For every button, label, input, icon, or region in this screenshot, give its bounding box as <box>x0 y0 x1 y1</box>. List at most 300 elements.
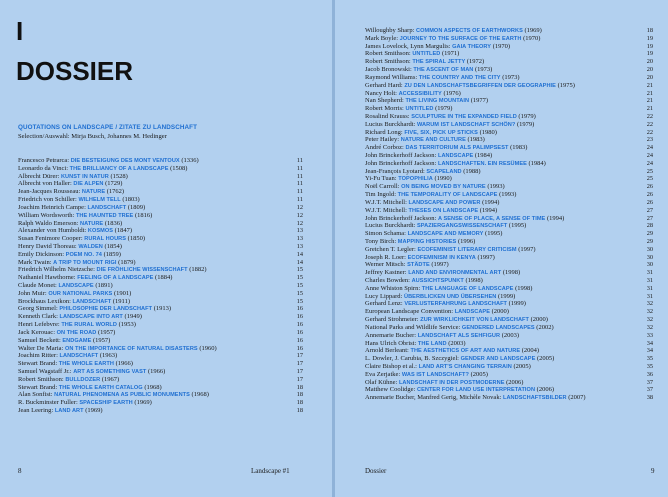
entry-year: (1803) <box>122 196 140 204</box>
toc-entry <box>18 274 303 282</box>
toc-entry <box>365 105 653 113</box>
toc-entry <box>365 215 653 223</box>
toc-entry <box>365 332 653 340</box>
entry-page-number: 31 <box>646 269 653 277</box>
entry-title: A TRIP TO MOUNT RIGI <box>53 259 117 266</box>
entry-year: (1969) <box>85 407 103 414</box>
entry-title: LAND ART <box>54 408 84 414</box>
entry-title: THE BRILLIANCY OF A LANDSCAPE <box>69 165 169 172</box>
toc-entry <box>365 230 653 238</box>
toc-entry <box>365 355 653 363</box>
entry-year: (1980) <box>479 128 497 136</box>
entry-year: (1970) <box>492 42 511 50</box>
toc-entry <box>365 121 653 129</box>
toc-entry <box>18 266 303 274</box>
entry-title: THE ASCENT OF MAN <box>413 67 474 74</box>
entry-title: OUR NATIONAL PARKS <box>48 290 113 297</box>
entry-author: Nancy Holt: <box>365 89 397 97</box>
entry-page-number: 30 <box>646 261 653 269</box>
entry-year: (1977) <box>470 97 489 105</box>
entry-page-number: 29 <box>646 237 653 245</box>
entry-title: LANDSCAPE AND MEMORY <box>407 231 484 238</box>
entry-author: Georg Simmel: <box>18 305 58 313</box>
entry-page-number: 31 <box>646 292 653 300</box>
entry-page-number: 19 <box>646 50 653 58</box>
entry-title: KUNST IN NATUR <box>60 173 109 180</box>
entry-page-number: 22 <box>646 120 653 128</box>
toc-entry <box>365 300 653 308</box>
toc-entry <box>365 175 653 183</box>
entry-page-number: 27 <box>646 214 653 222</box>
entry-author: Hans Ulrich Obrist: <box>365 339 417 347</box>
entry-title: THE LAND <box>417 340 447 347</box>
entry-year: (1882) <box>189 266 207 274</box>
entry-title: LANDSCHAFT IN DER POSTMODERNE <box>398 379 505 386</box>
entry-year: (1970) <box>523 34 541 42</box>
entry-page-number: 15 <box>296 282 303 289</box>
entry-title: ON BEING MOVED BY NATURE <box>401 184 486 191</box>
entry-page-number: 31 <box>646 277 653 284</box>
entry-title: GENDER AND LANDSCAPE <box>460 356 536 363</box>
toc-entry <box>18 329 303 337</box>
entry-page-number: 16 <box>296 336 303 344</box>
entry-page-number: 19 <box>646 34 653 42</box>
entry-page-number: 37 <box>646 378 653 386</box>
entry-year: (1997) <box>431 261 449 269</box>
entry-page-number: 12 <box>296 203 303 211</box>
toc-entry <box>18 399 303 407</box>
entry-year: (1836) <box>104 219 123 227</box>
entry-author: Kenneth Clark: <box>18 313 58 321</box>
entry-year: (1993) <box>499 191 517 199</box>
entry-page-number: 24 <box>646 144 653 152</box>
entry-title: NATURE <box>80 220 104 227</box>
entry-year: (1972) <box>466 58 485 66</box>
entry-page-number: 21 <box>646 105 653 113</box>
toc-entry <box>365 113 653 121</box>
entry-year: (1996) <box>457 237 476 245</box>
entry-year: (2000) <box>491 308 509 316</box>
entry-author: Samuel Wagstaff Jr.: <box>18 367 72 375</box>
entry-year: (1983) <box>510 144 528 152</box>
entry-author: Claude Monet: <box>18 282 57 289</box>
entry-author: Peter Hailey: <box>365 136 400 144</box>
toc-entry <box>18 157 303 165</box>
entry-author: John Brinckerhoff Jackson: <box>365 152 437 159</box>
toc-entry <box>365 238 653 246</box>
toc-entry <box>18 407 303 415</box>
entry-title: ENDGAME <box>62 337 92 344</box>
entry-page-number: 25 <box>646 175 653 183</box>
entry-page-number: 13 <box>296 227 303 235</box>
entry-page-number: 14 <box>296 250 303 258</box>
toc-entry <box>365 261 653 269</box>
entry-title: THE WHOLE EARTH CATALOG <box>58 384 143 391</box>
entry-author: Simon Schama: <box>365 230 406 238</box>
entry-author: Joachim Ritter: <box>18 352 58 360</box>
selection-credit: Selection/Auswahl: Mirja Busch, Johannes M. Hedinger <box>18 133 167 140</box>
footer-page-number-right: 9 <box>651 467 655 475</box>
entry-title: UNTITLED <box>405 106 434 113</box>
entry-year: (2003) <box>501 331 520 339</box>
entry-year: (1966) <box>147 367 166 375</box>
entry-page-number: 21 <box>646 97 653 105</box>
entry-author: Anne Whiston Spirn: <box>365 284 421 292</box>
entry-author: Leonardo da Vinci: <box>18 164 69 172</box>
footer-running-title: Landscape #1 <box>251 467 290 475</box>
entry-author: Gerhard Lenz: <box>365 300 403 308</box>
entry-author: Gretchen T. Legler: <box>365 245 416 253</box>
entry-page-number: 32 <box>646 323 653 331</box>
entry-title: LANDSCAPE <box>438 153 474 159</box>
entry-page-number: 15 <box>296 289 303 297</box>
entry-author: Joseph R. Loer: <box>365 253 406 261</box>
toc-entry <box>18 235 303 243</box>
entry-year: (1729) <box>105 180 123 188</box>
entry-page-number: 38 <box>646 394 653 402</box>
entry-year: (1979) <box>518 112 536 120</box>
entry-year: (1979) <box>435 105 453 113</box>
entry-year: (1963) <box>99 352 118 360</box>
entry-title: TOPOPHILIA <box>398 176 433 183</box>
toc-entry <box>365 222 653 230</box>
entry-year: (1966) <box>115 360 133 368</box>
toc-entry <box>365 379 653 387</box>
entry-year: (1983) <box>467 136 485 144</box>
entry-page-number: 16 <box>296 344 303 352</box>
entry-author: Albrecht Dürer: <box>18 172 60 180</box>
entry-title: THE SPIRAL JETTY <box>412 59 466 66</box>
entry-title: ECOFEMINISM IN KENYA <box>407 254 476 261</box>
entry-page-number: 11 <box>296 188 303 196</box>
entry-author: R. Buckminster Fuller: <box>18 399 78 407</box>
toc-entry <box>365 58 653 66</box>
toc-entry <box>365 129 653 137</box>
toc-entry <box>18 345 303 353</box>
entry-year: (2006) <box>506 378 524 386</box>
entry-title: ZUR WIRKLICHKEIT VON LANDSCHAFT <box>420 317 529 324</box>
entry-title: THE LIVING MOUNTAIN <box>405 98 470 105</box>
entry-title: STÄDTE <box>407 262 430 269</box>
toc-entry <box>365 340 653 348</box>
entry-page-number: 15 <box>296 297 303 305</box>
entry-year: (1847) <box>114 227 133 235</box>
entry-year: (1998) <box>515 284 533 292</box>
entry-author: Alan Sonfist: <box>18 391 53 399</box>
entry-title: WARUM IST LANDSCHAFT SCHÖN? <box>417 121 516 128</box>
entry-page-number: 16 <box>296 313 303 321</box>
entry-page-number: 31 <box>646 284 653 292</box>
entry-page-number: 33 <box>646 331 653 339</box>
entry-page-number: 11 <box>296 157 303 164</box>
toc-entry <box>365 371 653 379</box>
toc-entry <box>365 386 653 394</box>
entry-year: (2005) <box>513 362 531 370</box>
entry-year: (1973) <box>502 73 520 81</box>
entry-year: (1979) <box>516 120 535 128</box>
entry-author: Henry David Thoreau: <box>18 242 77 250</box>
entry-author: Emily Dickinson: <box>18 250 65 258</box>
entry-page-number: 34 <box>646 347 653 355</box>
entry-page-number: 13 <box>296 235 303 243</box>
entry-author: Jeffrey Kastner: <box>365 269 407 277</box>
entry-year: (1957) <box>97 328 116 336</box>
entry-page-number: 30 <box>646 253 653 261</box>
entry-page-number: 23 <box>646 136 653 144</box>
section-number: I <box>16 16 24 46</box>
entry-title: SCULPTURE IN THE EXPANDED FIELD <box>411 113 517 120</box>
entry-title: LANDSCHAFTEN. EIN RESÜMEE <box>438 160 527 167</box>
toc-entry <box>18 321 303 329</box>
entry-title: ON THE ROAD <box>56 329 97 336</box>
entry-author: Robert Smithson: <box>365 58 411 66</box>
entry-title: ART AS SOMETHING VAST <box>73 368 147 375</box>
entry-page-number: 20 <box>646 73 653 81</box>
entry-year: (1988) <box>463 167 481 175</box>
entry-title: THE LANGUAGE OF LANDSCAPE <box>421 285 514 292</box>
entry-year: (1911) <box>112 297 130 305</box>
toc-entry <box>18 282 303 290</box>
entry-page-number: 37 <box>646 386 653 394</box>
toc-entry <box>18 188 303 196</box>
entry-author: Gerhard Hard: <box>365 81 403 89</box>
toc-entry <box>365 136 653 144</box>
entry-year: (1998) <box>465 277 483 284</box>
entry-author: Yi-Fu Tuan: <box>365 175 397 183</box>
entry-title: THESES ON LANDSCAPE <box>408 207 479 214</box>
toc-entry <box>365 74 653 82</box>
entry-author: Gerhard Strohmeier: <box>365 316 419 324</box>
entry-author: L. Dowler, J. Carubia, B. Szczygiel: <box>365 355 459 363</box>
entry-author: James Lovelock, Lynn Margulis: <box>365 42 451 50</box>
entry-title: WAS IST LANDSCHAFT? <box>401 371 469 378</box>
entry-page-number: 17 <box>296 360 303 368</box>
toc-entry <box>365 97 653 105</box>
entry-year: (2007) <box>568 394 586 402</box>
entry-author: Lucy Lippard: <box>365 292 403 300</box>
entry-author: Mark Boyle: <box>365 34 399 42</box>
entry-author: Eva Zerjatke: <box>365 370 401 378</box>
entry-title: THE TEMPORALITY OF LANDSCAPE <box>397 192 498 199</box>
footer-section-label: Dossier <box>365 467 387 475</box>
entry-title: NATURE AND CULTURE <box>400 137 466 144</box>
entry-title: FIVE, SIX, PICK UP STICKS <box>404 129 478 136</box>
entry-year: (1884) <box>155 274 173 282</box>
toc-entry <box>18 337 303 345</box>
toc-entry <box>18 220 303 228</box>
entry-page-number: 22 <box>646 128 653 136</box>
entry-author: Mark Twain: <box>18 258 52 266</box>
entry-year: (1997) <box>518 245 536 253</box>
entry-title: RURAL HOURS <box>84 236 127 243</box>
entry-page-number: 12 <box>296 219 303 227</box>
entry-title: LANDSCHAFTSBILDER <box>503 395 567 402</box>
entry-page-number: 18 <box>296 407 303 414</box>
entry-title: JOURNEY TO THE SURFACE OF THE EARTH <box>399 35 522 42</box>
toc-entry <box>18 313 303 321</box>
entry-page-number: 29 <box>646 230 653 238</box>
entry-author: John Brinckerhoff Jackson: <box>365 214 437 222</box>
toc-entry <box>18 204 303 212</box>
entry-year: (1994) <box>546 214 565 222</box>
entry-year: (1994) <box>482 198 500 206</box>
entry-author: Werner Mitsch: <box>365 261 406 269</box>
entry-title: KOSMOS <box>87 228 114 235</box>
entry-page-number: 14 <box>296 258 303 266</box>
entry-page-number: 11 <box>296 180 303 188</box>
toc-entry <box>18 196 303 204</box>
toc-entry <box>18 180 303 188</box>
entry-page-number: 32 <box>646 300 653 308</box>
toc-entry <box>365 324 653 332</box>
entry-title: THE HAUNTED TREE <box>75 212 134 219</box>
toc-entry <box>365 269 653 277</box>
entry-title: UNTITLED <box>412 51 441 58</box>
entry-page-number: 20 <box>646 66 653 74</box>
entry-title: LANDSCAPE INTO ART <box>59 314 123 321</box>
entry-page-number: 20 <box>646 58 653 66</box>
toc-list-right <box>365 27 653 402</box>
entry-author: Richard Long: <box>365 128 403 136</box>
entry-year: (2003) <box>448 339 466 347</box>
entry-author: John Brinckerhoff Jackson: <box>365 159 437 167</box>
entry-page-number: 26 <box>646 198 653 206</box>
entry-author: Lucius Burckhardt: <box>365 222 416 230</box>
entry-title: A SENSE OF PLACE, A SENSE OF TIME <box>438 215 546 222</box>
entry-year: (1850) <box>127 235 146 243</box>
toc-entry <box>18 305 303 313</box>
entry-year: (1999) <box>497 292 516 300</box>
entry-page-number: 22 <box>646 112 653 120</box>
entry-year: (1990) <box>434 175 452 183</box>
entry-title: LANDSCHAFT ALS SEHFIGUR <box>417 332 501 339</box>
entry-author: National Parks and Wildlife Service: <box>365 323 461 331</box>
entry-page-number: 15 <box>296 274 303 282</box>
entry-title: ACCESSIBILITY <box>398 90 442 97</box>
entry-page-number: 35 <box>646 362 653 370</box>
entry-year: (1809) <box>127 203 146 211</box>
entry-year: (1762) <box>106 188 125 196</box>
entry-author: European Landscape Convention: <box>365 308 454 316</box>
entry-author: Annemarie Bucher: <box>365 331 417 339</box>
entry-author: Stewart Brand: <box>18 360 58 368</box>
entry-page-number: 26 <box>646 183 653 191</box>
entry-title: DAS TERRITORIUM ALS PALIMPSEST <box>405 145 509 152</box>
entry-title: COMMON ASPECTS OF EARTHWORKS <box>416 28 523 34</box>
toc-entry <box>365 160 653 168</box>
entry-title: FEELING OF A LANDSCAPE <box>77 275 154 282</box>
entry-year: (1528) <box>110 172 128 180</box>
entry-page-number: 26 <box>646 191 653 199</box>
toc-entry <box>365 27 653 35</box>
toc-entry <box>365 50 653 58</box>
entry-year: (1968) <box>144 383 162 391</box>
entry-title: PHILOSOPHIE DER LANDSCHAFT <box>59 306 153 313</box>
entry-author: Francesco Petrarca: <box>18 157 70 164</box>
entry-year: (1854) <box>104 242 122 250</box>
entry-year: (2006) <box>536 386 554 394</box>
entry-year: (1891) <box>95 282 113 289</box>
entry-page-number: 16 <box>296 321 303 329</box>
entry-title: ZU DEN LANDSCHAFTSBEGRIFFEN DER GEOGRAPHIE <box>404 82 556 89</box>
toc-entry <box>365 183 653 191</box>
entry-title: LANDSCAPE <box>58 283 94 289</box>
entry-page-number: 18 <box>296 391 303 399</box>
entry-page-number: 16 <box>296 328 303 336</box>
entry-year: (1995) <box>508 222 527 230</box>
entry-year: (1957) <box>92 336 111 344</box>
entry-year: (2005) <box>470 370 488 378</box>
entry-year: (1976) <box>443 89 461 97</box>
left-page <box>0 0 332 497</box>
entry-author: John Muir: <box>18 289 47 297</box>
entry-title: ON THE IMPORTANCE OF NATURAL DISASTERS <box>64 345 198 352</box>
toc-list-left <box>18 157 303 415</box>
entry-title: NATURAL PHENOMENA AS PUBLIC MONUMENTS <box>54 392 190 399</box>
entry-author: Albrecht von Haller: <box>18 180 72 188</box>
entry-author: W.J.T. Mitchell: <box>365 206 407 214</box>
entry-year: (1973) <box>475 66 493 74</box>
entry-title: THE RURAL WORLD <box>61 322 117 329</box>
toc-entry <box>365 82 653 90</box>
entry-author: Noël Carroll: <box>365 183 400 191</box>
entry-title: POEM NO. 74 <box>65 251 102 258</box>
entry-author: Lucius Burckhardt: <box>365 120 416 128</box>
entry-page-number: 11 <box>296 172 303 180</box>
toc-entry <box>18 384 303 392</box>
entry-page-number: 13 <box>296 242 303 250</box>
entry-year: (1971) <box>442 50 460 58</box>
toc-entry <box>365 277 653 285</box>
entry-author: Robert Morris: <box>365 105 404 113</box>
entry-title: LANDSCHAFT <box>72 298 112 305</box>
entry-author: Olaf Kühne: <box>365 378 398 386</box>
toc-entry <box>365 43 653 51</box>
entry-year: (1997) <box>477 253 495 261</box>
entry-title: DIE ALPEN <box>73 181 104 188</box>
section-title: DOSSIER <box>16 56 134 86</box>
entry-year: (1879) <box>118 258 136 266</box>
entry-year: (1975) <box>557 81 575 89</box>
entry-author: Nathaniel Hawthorne: <box>18 274 76 282</box>
entry-year: (1960) <box>199 344 217 352</box>
toc-entry <box>18 227 303 235</box>
entry-title: SPACESHIP EARTH <box>79 400 133 407</box>
entry-title: ECOFEMINIST LITERARY CRITICISM <box>417 246 517 253</box>
toc-entry <box>18 368 303 376</box>
entry-year: (1816) <box>134 211 153 219</box>
entry-author: Arnold Berleant: <box>365 347 409 355</box>
entry-title: MAPPING HISTORIES <box>397 238 457 245</box>
entry-author: Jacob Bronowski: <box>365 66 412 74</box>
entry-title: GAIA THEORY <box>452 43 492 50</box>
entry-year: (1968) <box>191 391 209 399</box>
entry-author: Claire Bishop et al.: <box>365 362 417 370</box>
entry-page-number: 17 <box>296 375 303 383</box>
entry-author: Jean-Jacques Rousseau: <box>18 188 81 196</box>
entry-title: SPAZIERGANGSWISSENSCHAFT <box>417 223 508 230</box>
entry-author: André Corboz: <box>365 144 404 152</box>
entry-author: Raymond Williams: <box>365 73 418 81</box>
entry-year: (1999) <box>508 300 526 308</box>
entry-author: Jean Leering: <box>18 407 54 414</box>
entry-year: (1993) <box>487 183 505 191</box>
entry-page-number: 25 <box>646 167 653 175</box>
entry-page-number: 17 <box>296 367 303 375</box>
entry-year: (1995) <box>485 230 503 238</box>
entry-title: LANDSCHAFT <box>87 204 127 211</box>
footer-page-number-left: 8 <box>18 467 22 475</box>
